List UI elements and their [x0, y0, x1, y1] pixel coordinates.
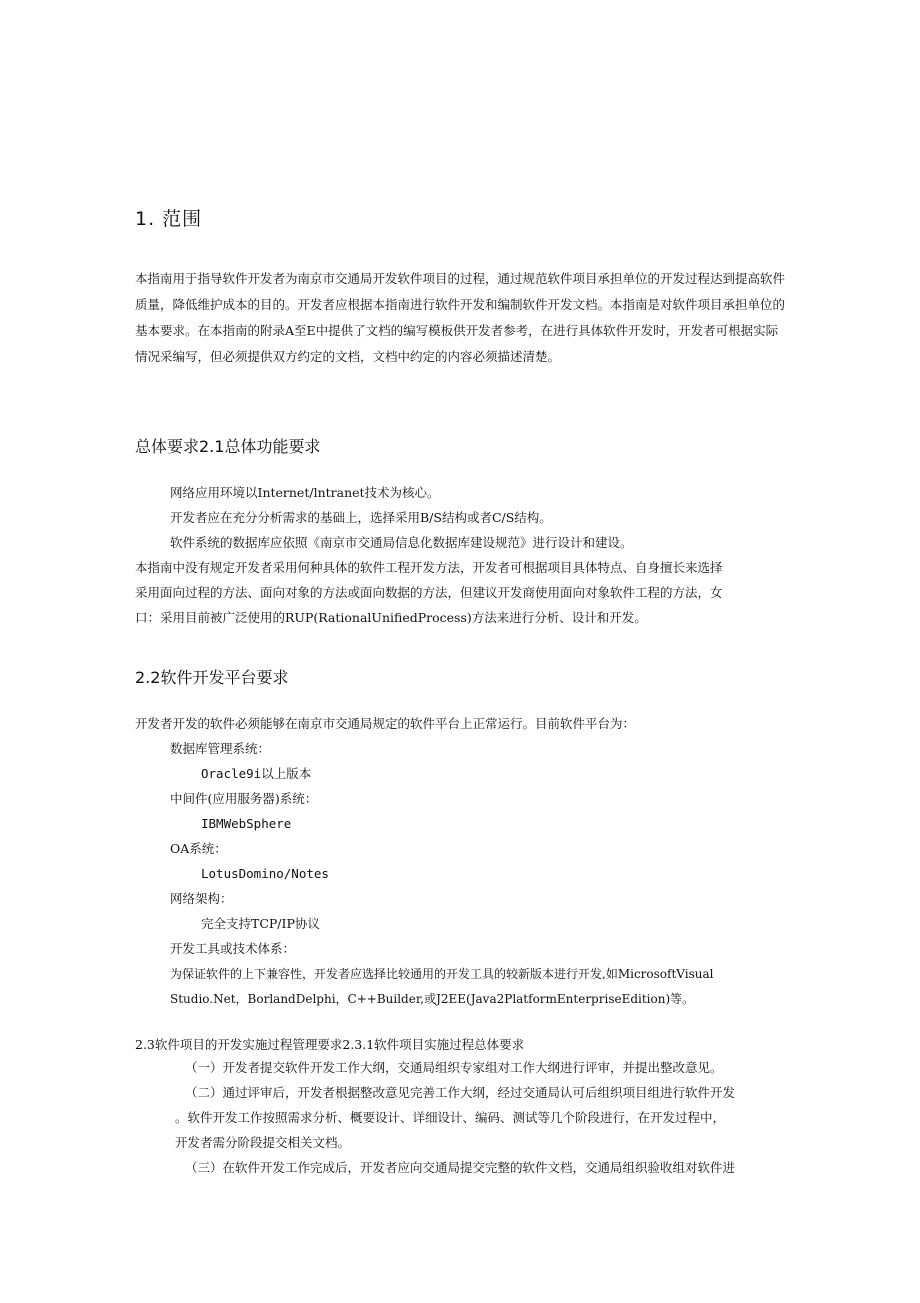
tools-line: 为保证软件的上下兼容性，开发者应选择比较通用的开发工具的较新版本进行开发,如MicrosoftVisual: [170, 967, 714, 981]
tools-label: 开发工具或技术体系：: [170, 941, 296, 956]
paragraph-line: 口：采用目前被广泛使用的RUP(RationalUnifiedProcess)方法来进行分析、设计和开发。: [135, 610, 647, 625]
platform-value: IBMWebSphere: [201, 816, 292, 831]
platform-label: 网络架构：: [170, 891, 233, 906]
platform-value: 完全支持TCP/IP协议: [201, 916, 320, 931]
requirement-item: 软件系统的数据库应依照《南京市交通局信息化数据库建设规范》进行设计和建设。: [170, 535, 633, 550]
platform-value: LotusDomino/Notes: [201, 866, 329, 881]
section-1-heading: 1. 范围: [135, 208, 203, 230]
platform-label: OA系统：: [170, 841, 227, 856]
section-2-1-heading: 总体要求2.1总体功能要求: [135, 437, 321, 456]
process-line: （二）通过评审后，开发者根据整改意见完善工作大纲，经过交通局认可后组织项目组进行软件开发: [185, 1085, 736, 1100]
section-2-3-heading: 2.3软件项目的开发实施过程管理要求2.3.1软件项目实施过程总体要求: [135, 1037, 525, 1052]
platform-label: 中间件(应用服务器)系统：: [170, 791, 318, 806]
process-line: 开发者需分阶段提交相关文档。: [175, 1135, 351, 1150]
paragraph-line: 采用面向过程的方法、面向对象的方法或面向数据的方法，但建议开发商使用面向对象软件工程的方法，女: [135, 585, 723, 600]
platform-value: Oracle9i以上版本: [201, 766, 312, 781]
paragraph-line: 本指南中没有规定开发者采用何种具体的软件工程开发方法，开发者可根据项目具体特点、自身擅长来选择: [135, 560, 723, 575]
section-1-paragraph: 本指南用于指导软件开发者为南京市交通局开发软件项目的过程，通过规范软件项目承担单位的开发过程达到提高软件质量，降低维护成本的目的。开发者应根据本指南进行软件开发和编制软件开发文档。本指南是对软件项目承担单位的基本要求。在本指南的附录A至E中提供了文档的编写模板供开发者参考，在进行具体软件开发时，开发者可根据实际情况采编写，但必须提供双方约定的文档，文档中约定的内容必须描述清楚。: [135, 271, 786, 364]
section-2-2-heading: 2.2软件开发平台要求: [135, 668, 289, 687]
requirement-item: 网络应用环境以Internet/lntranet技术为核心。: [170, 485, 440, 500]
requirement-item: 开发者应在充分分析需求的基础上，选择采用B/S结构或者C/S结构。: [170, 510, 552, 525]
process-line: （三）在软件开发工作完成后，开发者应向交通局提交完整的软件文档，交通局组织验收组对软件进: [185, 1160, 736, 1175]
platform-intro: 开发者开发的软件必须能够在南京市交通局规定的软件平台上正常运行。目前软件平台为：: [135, 716, 636, 731]
process-line: 。软件开发工作按照需求分析、概要设计、详细设计、编码、测试等几个阶段进行，在开发过程中，: [175, 1110, 726, 1125]
tools-line: Studio.Net，BorlandDelphi，C++Builder,或J2EE(Java2PlatformEnterpriseEdition)等。: [170, 992, 695, 1006]
process-line: （一）开发者提交软件开发工作大纲，交通局组织专家组对工作大纲进行评审，并提出整改意见。: [185, 1060, 723, 1075]
platform-label: 数据库管理系统：: [170, 741, 271, 756]
